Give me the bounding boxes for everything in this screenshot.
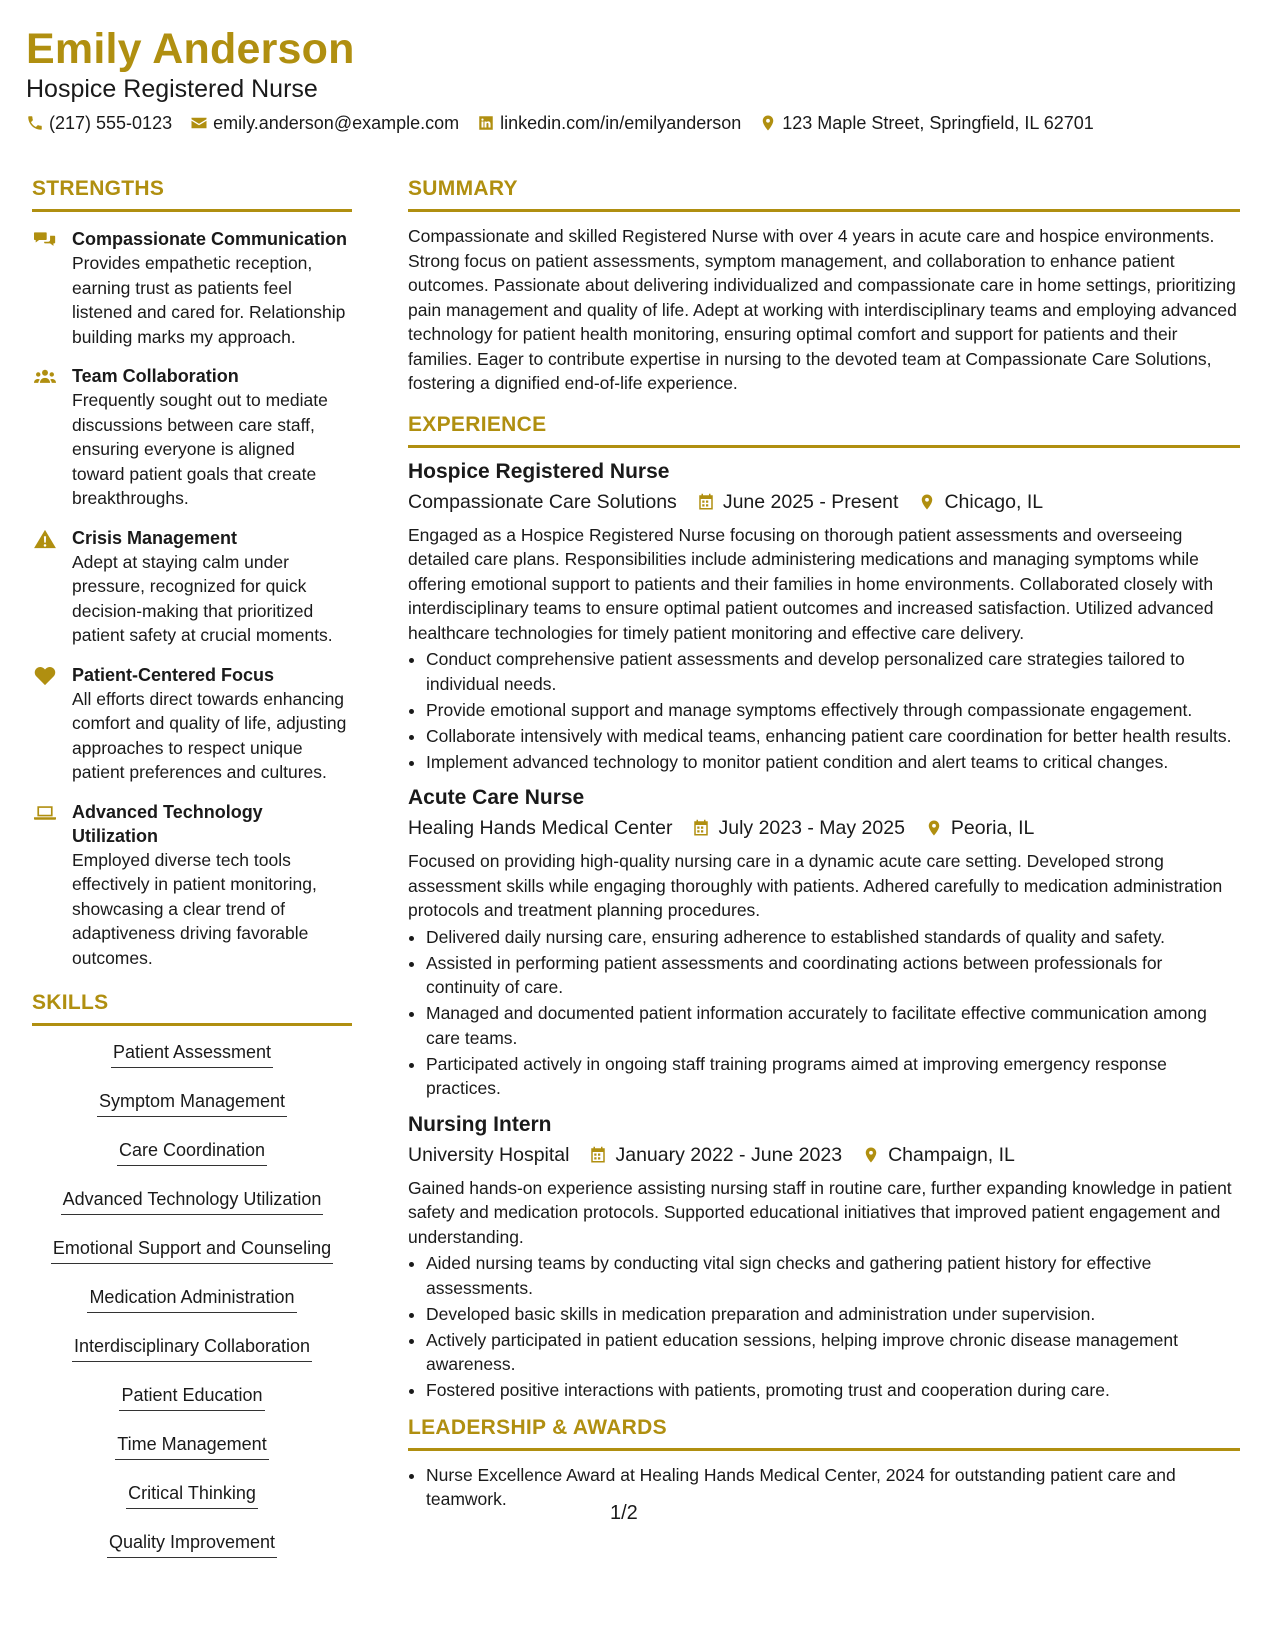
strength-title: Team Collaboration	[72, 366, 239, 386]
page-number: 1/2	[610, 1502, 638, 1524]
resume-header	[26, 22, 1246, 136]
job-entry	[408, 1111, 1240, 1403]
job-entry	[408, 784, 1240, 1101]
strengths-heading: STRENGTHS	[32, 176, 352, 212]
comments-icon	[34, 230, 56, 250]
heart-icon	[34, 666, 56, 686]
email-icon	[190, 114, 208, 132]
job-meta	[408, 487, 1240, 517]
skills-section	[32, 990, 352, 1577]
skill-tag: Patient Education	[119, 1381, 264, 1411]
strength-desc: All efforts direct towards enhancing comfort and quality of life, adjusting approaches to respect unique patient preferences and cultures.	[72, 688, 347, 782]
job-bullet: • Implement advanced technology to monitor patient condition and alert teams to critical changes.	[426, 750, 1240, 775]
job-bullet: • Participated actively in ongoing staff training programs aimed at improving emergency response practices.	[426, 1052, 1240, 1101]
job-bullet: • Delivered daily nursing care, ensuring adherence to established standards of quality and safety.	[426, 925, 1240, 950]
skill-tag: Critical Thinking	[126, 1479, 258, 1509]
strength-title: Advanced Technology Utilization	[72, 801, 263, 846]
warning-icon	[34, 529, 56, 549]
strength-title: Patient-Centered Focus	[72, 664, 275, 685]
location-icon	[862, 1146, 880, 1164]
location-icon	[925, 819, 943, 837]
skill-tag: Time Management	[115, 1430, 268, 1460]
awards-list	[408, 1463, 1240, 1512]
job-entry	[408, 458, 1240, 775]
strength-title: Compassionate Communication	[72, 229, 348, 249]
strength-item	[32, 227, 352, 349]
strength-item	[32, 526, 352, 648]
job-title: Hospice Registered Nurse	[408, 459, 670, 483]
job-bullet: • Fostered positive interactions with patients, promoting trust and cooperation during care.	[426, 1378, 1240, 1403]
users-icon	[34, 367, 56, 387]
calendar-icon	[692, 819, 710, 837]
location-icon	[759, 114, 777, 132]
contact-linkedin[interactable]	[477, 110, 741, 136]
skills-heading: SKILLS	[32, 990, 352, 1026]
job-description: Focused on providing high-quality nursing care in a dynamic acute care setting. Developed strong assessment skills while engaging thoroughly with patients. Adhered carefully to medication administration protocols and treatment planning procedures.	[408, 851, 1223, 920]
awards-heading: LEADERSHIP & AWARDS	[408, 1415, 1240, 1451]
job-title: Acute Care Nurse	[408, 786, 585, 809]
strength-item	[32, 800, 352, 971]
strength-desc: Provides empathetic reception, earning trust as patients feel listened and cared for. Relationship building marks my approach.	[72, 253, 346, 347]
job-bullet: • Managed and documented patient information accurately to facilitate effective communication among care teams.	[426, 1001, 1240, 1050]
job-company: Healing Hands Medical Center	[408, 817, 673, 839]
left-column	[32, 176, 352, 1577]
phone-text: (217) 555-0123	[49, 113, 173, 133]
linkedin-icon	[477, 114, 495, 132]
job-bullet: • Aided nursing teams by conducting vital sign checks and gathering patient history for effective assessments.	[426, 1251, 1240, 1300]
job-bullets	[408, 925, 1240, 1101]
calendar-icon	[589, 1146, 607, 1164]
awards-section	[408, 1415, 1240, 1512]
job-bullet: • Assisted in performing patient assessments and coordinating actions between professionals for continuity of care.	[426, 951, 1240, 1000]
job-bullet: • Conduct comprehensive patient assessments and develop personalized care strategies tailored to individual needs.	[426, 647, 1240, 696]
strength-desc: Frequently sought out to mediate discussions between care staff, ensuring everyone is aligned toward patient goals that create breakthroughs.	[72, 390, 328, 508]
job-bullet: • Collaborate intensively with medical teams, enhancing patient care coordination for better health results.	[426, 724, 1240, 749]
job-bullet: • Provide emotional support and manage symptoms effectively through compassionate engagement.	[426, 698, 1240, 723]
strength-title: Crisis Management	[72, 527, 238, 548]
job-location: Peoria, IL	[950, 817, 1035, 839]
job-location: Champaign, IL	[888, 1143, 1015, 1166]
contact-bar	[26, 110, 1246, 136]
job-company: University Hospital	[408, 1143, 570, 1166]
contact-address	[759, 110, 1094, 136]
strength-item	[32, 364, 352, 511]
location-icon	[918, 493, 936, 511]
skill-tag: Care Coordination	[117, 1136, 267, 1166]
job-bullet: • Actively participated in patient education sessions, helping improve chronic disease management awareness.	[426, 1328, 1240, 1377]
job-meta	[408, 1140, 1240, 1170]
award-item: • Nurse Excellence Award at Healing Hands Medical Center, 2024 for outstanding patient care and teamwork.	[426, 1463, 1240, 1512]
contact-email[interactable]	[190, 110, 459, 136]
strength-desc: Adept at staying calm under pressure, recognized for quick decision-making that prioritized patient safety at crucial moments.	[72, 551, 333, 645]
job-meta	[408, 813, 1240, 843]
job-dates: June 2025 - Present	[722, 490, 899, 513]
email-text[interactable]: emily.anderson@example.com	[213, 113, 460, 133]
skill-tag: Advanced Technology Utilization	[61, 1185, 324, 1215]
skill-tag: Quality Improvement	[107, 1528, 277, 1558]
job-description: Engaged as a Hospice Registered Nurse focusing on thorough patient assessments and overseeing detailed care plans. Responsibilities include administering medications and managing symptoms while offering emotional support to patients and their families in home environments. Collaborated closely with interdisciplinary teams to ensure optimal patient outcomes and increased satisfaction. Utilized advanced healthcare technologies for timely patient monitoring and effective care delivery.	[408, 524, 1214, 643]
summary-heading: SUMMARY	[408, 176, 1240, 212]
experience-section	[408, 412, 1240, 1403]
skill-tag: Interdisciplinary Collaboration	[72, 1332, 312, 1362]
job-title: Nursing Intern	[408, 1112, 552, 1136]
skill-tag: Patient Assessment	[111, 1038, 273, 1068]
phone-icon	[26, 114, 44, 132]
laptop-icon	[34, 803, 56, 823]
job-company: Compassionate Care Solutions	[408, 490, 677, 513]
skill-tag: Emotional Support and Counseling	[51, 1234, 333, 1264]
job-bullet: • Developed basic skills in medication preparation and administration under supervision.	[426, 1302, 1240, 1327]
skill-tag: Medication Administration	[87, 1283, 296, 1313]
skills-list	[32, 1038, 352, 1577]
summary-text: Compassionate and skilled Registered Nurse with over 4 years in acute care and hospice environments. Strong focus on patient assessments, symptom management, and collaboration to enhance patient outcomes. Passionate about delivering individualized and compassionate care in home settings, prioritizing pain management and quality of life. Adept at working with interdisciplinary teams and employing advanced technology for patient health monitoring, ensuring optimal comfort and support for patients and their families. Eager to contribute expertise in nursing to the devoted team at Compassionate Care Solutions, fostering a dignified end-of-life experience.	[408, 226, 1237, 393]
address-text: 123 Maple Street, Springfield, IL 62701	[782, 113, 1094, 133]
strength-desc: Employed diverse tech tools effectively in patient monitoring, showcasing a clear trend of adaptiveness driving favorable outcomes.	[72, 849, 317, 968]
right-column	[408, 176, 1240, 1512]
candidate-title: Hospice Registered Nurse	[26, 75, 318, 103]
job-bullets	[408, 1251, 1240, 1403]
candidate-name: Emily Anderson	[26, 25, 355, 73]
linkedin-text[interactable]: linkedin.com/in/emilyanderson	[500, 113, 742, 133]
job-bullets	[408, 647, 1240, 774]
job-description: Gained hands-on experience assisting nursing staff in routine care, further expanding knowledge in patient safety and medication protocols. Supported educational initiatives that improved patient engagement and understanding.	[408, 1177, 1232, 1247]
job-dates: July 2023 - May 2025	[718, 817, 905, 839]
summary-section	[408, 176, 1240, 396]
contact-phone	[26, 110, 172, 136]
skill-tag: Symptom Management	[97, 1087, 287, 1117]
strengths-section	[32, 176, 352, 970]
calendar-icon	[697, 493, 715, 511]
strength-item	[32, 663, 352, 785]
job-dates: January 2022 - June 2023	[615, 1143, 843, 1166]
job-location: Chicago, IL	[944, 490, 1044, 513]
experience-heading: EXPERIENCE	[408, 412, 1240, 448]
